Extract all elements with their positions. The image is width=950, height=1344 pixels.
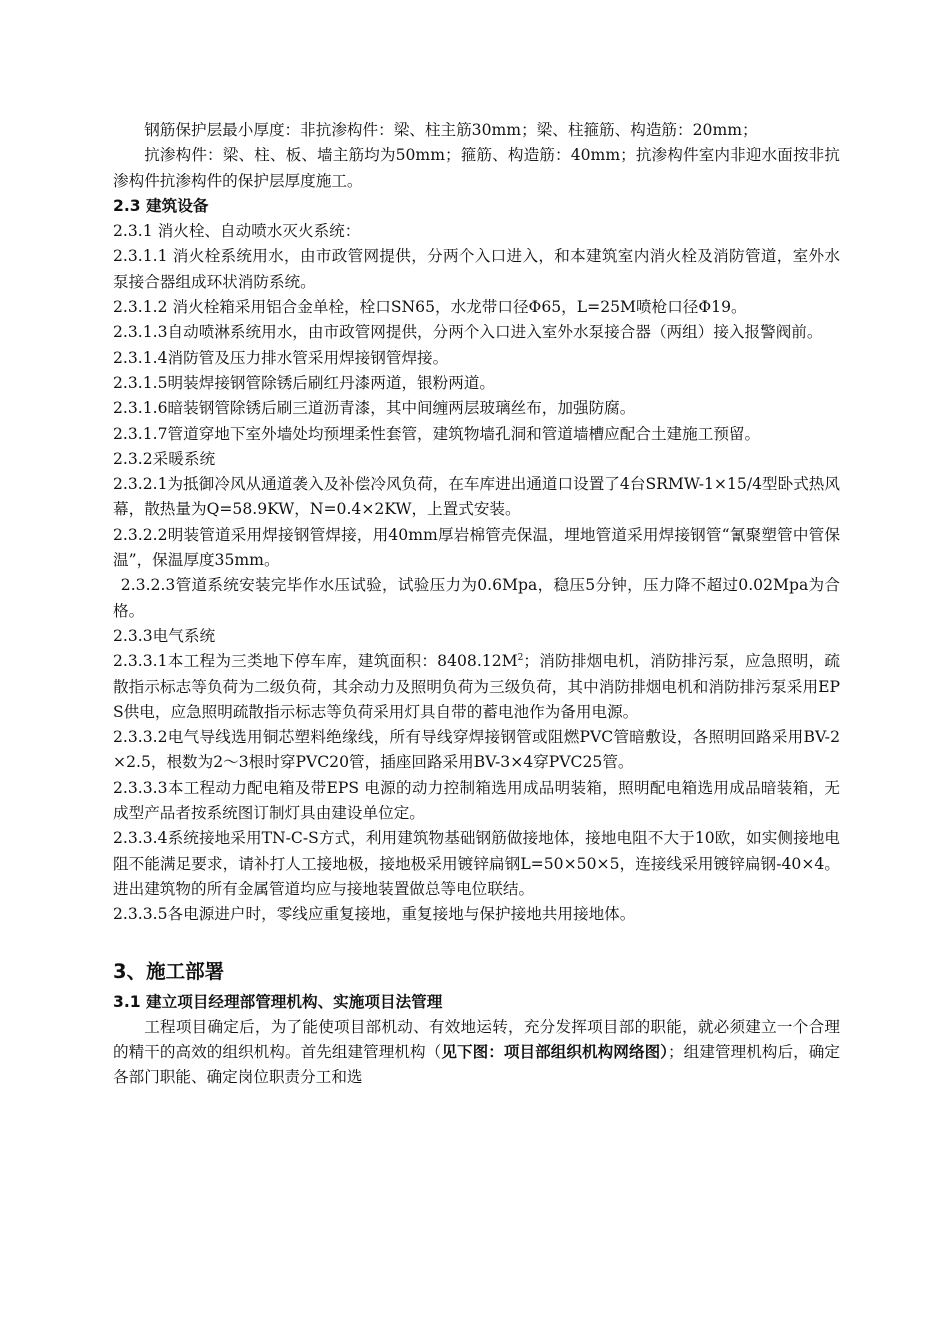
item-2-3-2-1: 2.3.2.1为抵御冷风从通道袭入及补偿冷风负荷，在车库进出通道口设置了4台SRMW-1×15/4型卧式热风幕，散热量为Q=58.9KW，N=0.4×2KW，上置式安装。 — [113, 475, 840, 519]
item-2-3-3-1-text-b: ；消防排烟电机，消防排污泵，应急照明，疏散指示标志等负荷为二级负荷，其余动力及照明负荷为三级负荷，其中消防排烟电机和消防排污泵采用EPS供电，应急照明疏散指示标志等负荷采用灯具自带的蓄电池作为备用电源。 — [113, 652, 840, 721]
item-2-3-3-5: 2.3.3.5各电源进户时，零线应重复接地，重复接地与保护接地共用接地体。 — [113, 905, 636, 924]
rebar-cover-paragraph: 钢筋保护层最小厚度：非抗渗构件：梁、柱主筋30mm；梁、柱箍筋、构造筋：20mm； — [144, 121, 758, 139]
item-2-3-2-3: 2.3.2.3管道系统安装完毕作水压试验，试验压力为0.6Mpa，稳压5分钟，压力降不超过0.02Mpa为合格。 — [113, 576, 840, 620]
item-2-3-1-6: 2.3.1.6暗装钢管除锈后刷三道沥青漆，其中间缠两层玻璃丝布，加强防腐。 — [113, 399, 636, 418]
document-page — [113, 118, 840, 1091]
item-2-3-3-3: 2.3.3.3本工程动力配电箱及带EPS 电源的动力控制箱选用成品明装箱，照明配电箱选用成品暗装箱，无成型产品者按系统图订制灯具由建设单位定。 — [113, 778, 840, 823]
paragraph-3-1-text-c: ；组建管理机构后，确定各部门职能、确定岗位职责分工和选 — [113, 1043, 840, 1087]
paragraph-3-1 — [113, 1015, 840, 1091]
subsection-2-3-3: 2.3.3电气系统 — [113, 626, 216, 645]
item-2-3-3-1-text-a: 2.3.3.1本工程为三类地下停车库，建筑面积：8408.12M — [113, 652, 518, 671]
paragraph-3-1-text-a: 工程项目确定后，为了能使项目部机动、有效地运转，充分发挥项目部的职能，就必须建立一个合理的精干的高效的组织机构。首先组建管理机构（ — [113, 1017, 840, 1062]
item-2-3-1-1: 2.3.1.1 消火栓系统用水，由市政管网提供，分两个入口进入，和本建筑室内消火栓及消防管道，室外水泵接合器组成环状消防系统。 — [113, 247, 840, 291]
item-2-3-3-1 — [113, 649, 840, 725]
item-2-3-1-3: 2.3.1.3自动喷淋系统用水，由市政管网提供，分两个入口进入室外水泵接合器（两组）接入报警阀前。 — [113, 323, 823, 342]
area-unit-superscript: 2 — [517, 653, 524, 664]
chapter-heading-3: 3、施工部署 — [113, 959, 225, 983]
section-heading-2-3: 2.3 建筑设备 — [113, 196, 209, 215]
item-2-3-2-2: 2.3.2.2明装管道采用焊接钢管焊接，用40mm厚岩棉管壳保温，埋地管道采用焊接钢管“氰聚塑管中管保温”，保温厚度35mm。 — [113, 525, 840, 570]
subsection-2-3-2: 2.3.2采暖系统 — [113, 449, 216, 468]
item-2-3-3-2: 2.3.3.2电气导线选用铜芯塑料绝缘线，所有导线穿焊接钢管或阻燃PVC管暗敷设，各照明回路采用BV-2×2.5，根数为2～3根时穿PVC20管，插座回路采用BV-3×4穿PVC25管。 — [113, 728, 840, 772]
item-2-3-3-4: 2.3.3.4系统接地采用TN-C-S方式，利用建筑物基础钢筋做接地体，接地电阻不大于10欧，如实侧接地电阻不能满足要求，请补打人工接地极，接地极采用镀锌扁钢L=50×50×5，连接线采用镀锌扁钢-40×4。进出建筑物的所有金属管道均应与接地装置做总等电位联结。 — [113, 829, 840, 898]
org-chart-reference: 见下图：项目部组织机构网络图） — [441, 1043, 669, 1062]
item-2-3-1-2: 2.3.1.2 消火栓箱采用铝合金单栓，栓口SN65，水龙带口径Φ65，L=25M喷枪口径Φ19。 — [113, 298, 747, 317]
section-heading-3-1: 3.1 建立项目经理部管理机构、实施项目法管理 — [113, 992, 443, 1011]
item-2-3-1-4: 2.3.1.4消防管及压力排水管采用焊接钢管焊接。 — [113, 348, 449, 367]
subsection-2-3-1: 2.3.1 消火栓、自动喷水灭火系统： — [113, 222, 361, 241]
item-2-3-1-7: 2.3.1.7管道穿地下室外墙处均预埋柔性套管，建筑物墙孔洞和管道墙槽应配合土建施工预留。 — [113, 424, 761, 443]
item-2-3-1-5: 2.3.1.5明装焊接钢管除锈后刷红丹漆两道，银粉两道。 — [113, 373, 496, 392]
impermeable-cover-paragraph: 抗渗构件：梁、柱、板、墙主筋均为50mm；箍筋、构造筋：40mm；抗渗构件室内非迎水面按非抗渗构件抗渗构件的保护层厚度施工。 — [113, 146, 840, 190]
